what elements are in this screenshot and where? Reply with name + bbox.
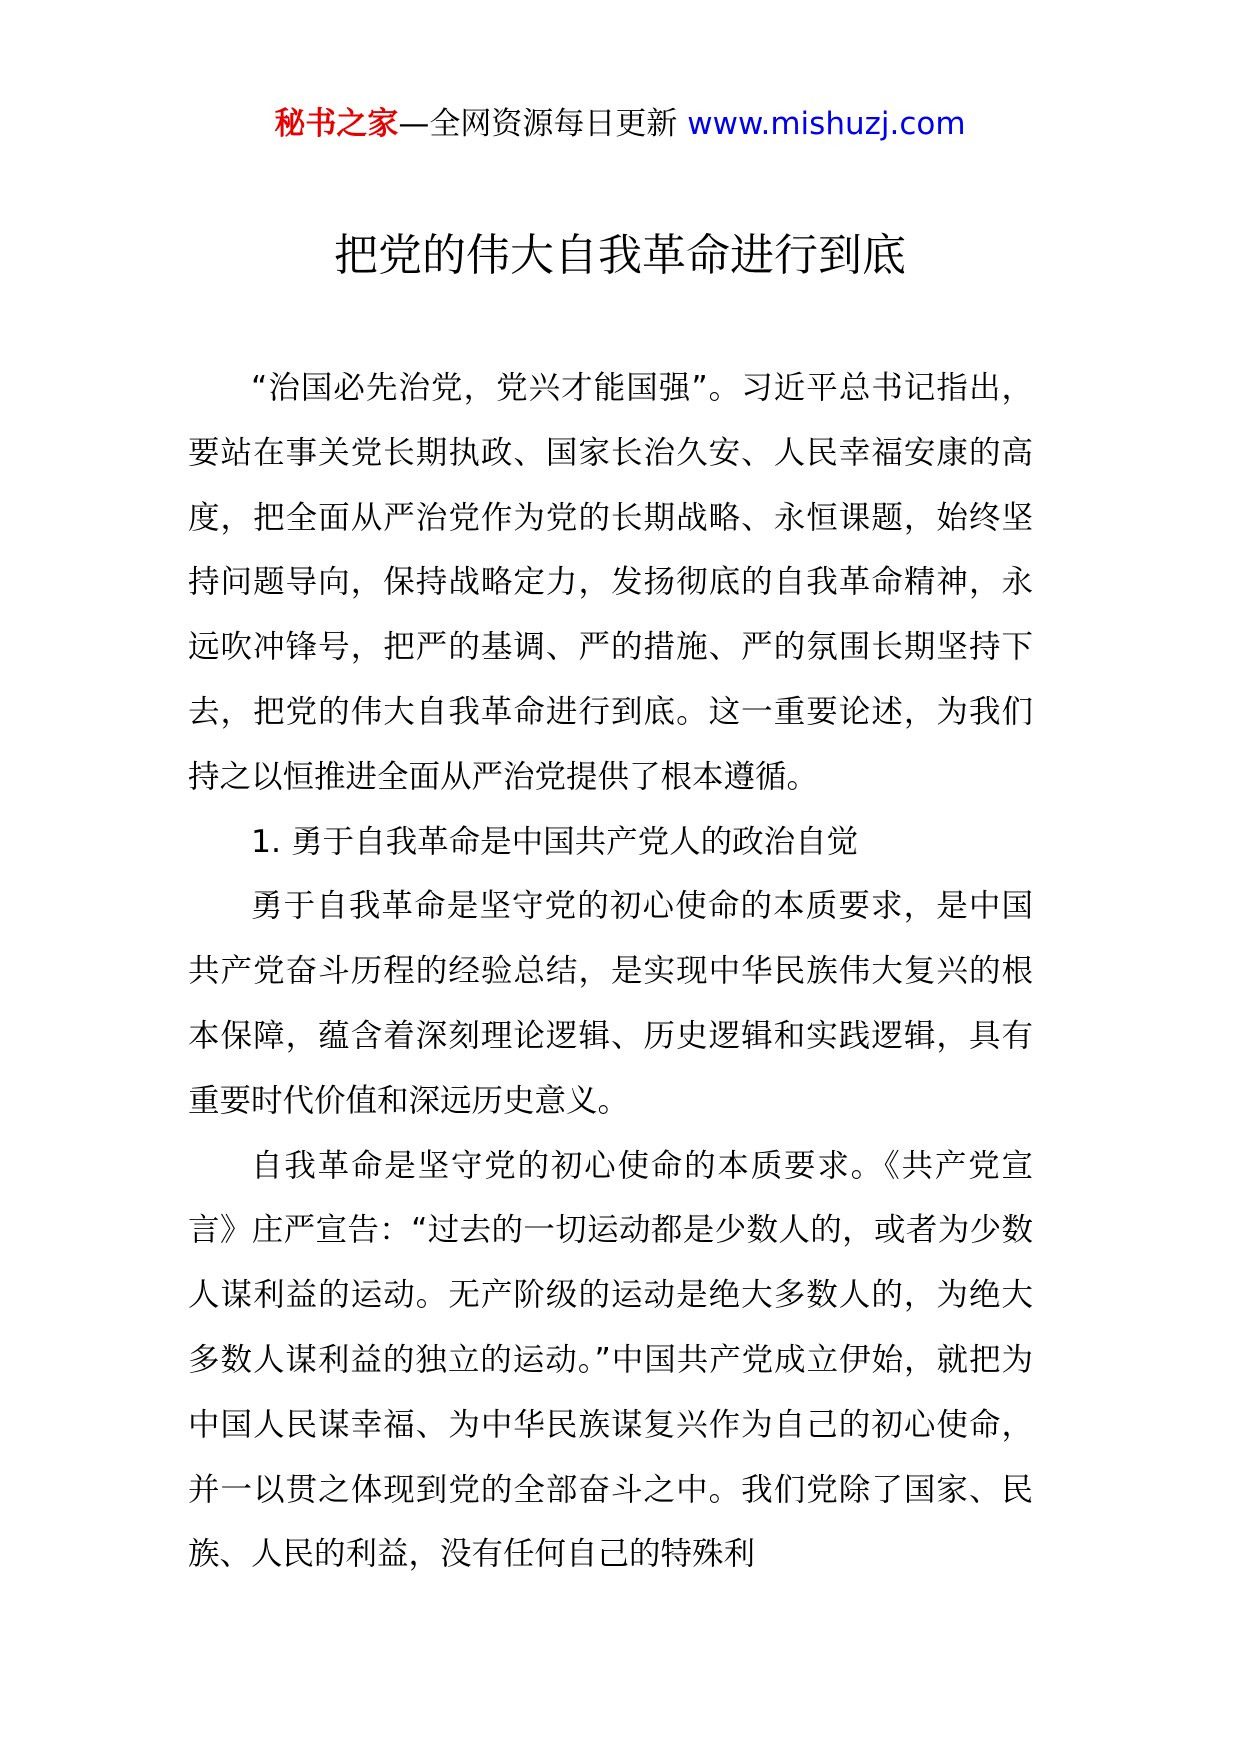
paragraph: 自我革命是坚守党的初心使命的本质要求。《共产党宣言》庄严宣告：“过去的一切运动都是少数人的，或者为少数人谋利益的运动。无产阶级的运动是绝大多数人的，为绝大多数人谋利益的独立的运动。”中国共产党成立伊始，就把为中国人民谋幸福、为中华民族谋复兴作为自己的初心使命，并一以贯之体现到党的全部奋斗之中。我们党除了国家、民族、人民的利益，没有任何自己的特殊利	[188, 1147, 1033, 1573]
document-body	[188, 356, 1033, 1587]
paragraph: 勇于自我革命是坚守党的初心使命的本质要求，是中国共产党奋斗历程的经验总结，是实现中华民族伟大复兴的根本保障，蕴含着深刻理论逻辑、历史逻辑和实践逻辑，具有重要时代价值和深远历史意义。	[188, 888, 1033, 1119]
section-heading: 1. 勇于自我革命是中国共产党人的政治自觉	[251, 823, 859, 860]
document-title: 把党的伟大自我革命进行到底	[334, 230, 906, 281]
header-tagline: —全网资源每日更新	[398, 106, 678, 142]
site-header	[0, 100, 1240, 148]
paragraph: “治国必先治党，党兴才能国强”。习近平总书记指出，要站在事关党长期执政、国家长治久安、人民幸福安康的高度，把全面从严治党作为党的长期战略、永恒课题，始终坚持问题导向，保持战略定力，发扬彻底的自我革命精神，永远吹冲锋号，把严的基调、严的措施、严的氛围长期坚持下去，把党的伟大自我革命进行到底。这一重要论述，为我们持之以恒推进全面从严治党提供了根本遵循。	[188, 370, 1033, 795]
brand-name: 秘书之家	[274, 106, 399, 142]
site-url-link[interactable]: www.mishuzj.com	[687, 106, 966, 142]
